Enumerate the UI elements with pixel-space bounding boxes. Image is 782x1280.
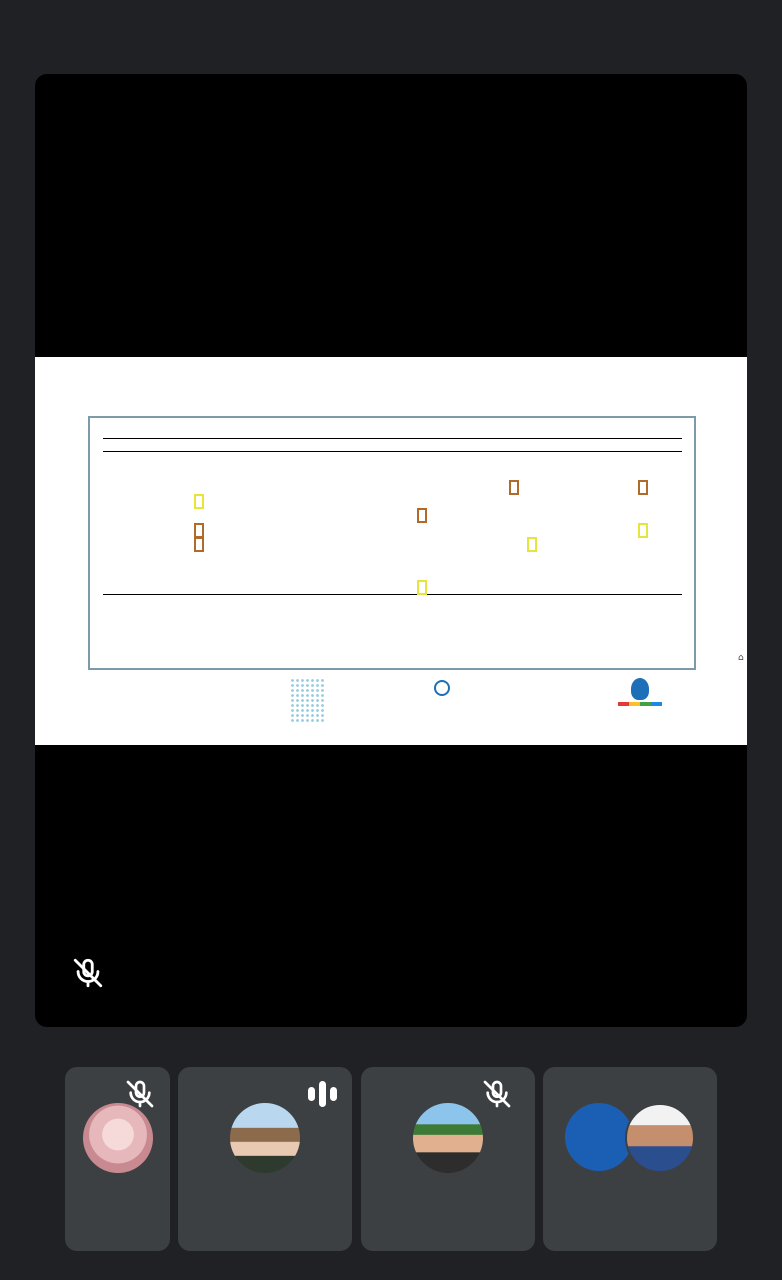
avatar-initial (565, 1103, 633, 1171)
table-cell (429, 552, 461, 566)
table-cell (103, 480, 175, 494)
table-cell (318, 466, 350, 480)
table-cell (429, 494, 461, 508)
table-cell (286, 480, 318, 494)
table-cell (539, 466, 571, 480)
table-cell (318, 494, 350, 508)
col-header (349, 439, 460, 452)
table-cell (223, 552, 255, 566)
table-cell (650, 480, 682, 494)
cell-value (529, 539, 535, 550)
table-cell (429, 452, 461, 466)
slide-logos (35, 670, 747, 745)
table-cell (460, 566, 539, 580)
table-header-row (103, 439, 682, 452)
table-cell (254, 580, 286, 594)
table-row (103, 537, 682, 551)
table-row (103, 509, 682, 523)
table-cell (175, 580, 223, 594)
table-body (103, 452, 682, 595)
table-cell (460, 537, 539, 551)
mouse-cursor-icon: ⌂ (738, 653, 744, 663)
table-cell (650, 552, 682, 566)
dots-graphic (290, 678, 326, 722)
table-cell (175, 523, 223, 537)
table-cell (539, 537, 571, 551)
table-row (103, 552, 682, 566)
table-cell (254, 523, 286, 537)
table-cell (286, 494, 318, 508)
table-row (103, 580, 682, 594)
mic-off-icon (481, 1077, 513, 1111)
table-cell (175, 509, 223, 523)
table-cell (103, 494, 175, 508)
col-header (571, 439, 682, 452)
unijui-logo (618, 678, 662, 730)
table-cell (539, 566, 571, 580)
table-cell (175, 566, 223, 580)
table-cell (429, 509, 461, 523)
table-cell (254, 566, 286, 580)
table-cell (175, 466, 223, 480)
cell-value (419, 582, 425, 593)
cell-value (640, 482, 646, 493)
table-cell (349, 580, 428, 594)
table-cell (286, 580, 318, 594)
participant-tile-more[interactable] (543, 1067, 717, 1251)
mic-off-icon (71, 954, 105, 992)
table-cell (254, 466, 286, 480)
table-cell (349, 452, 428, 466)
table-cell (318, 537, 350, 551)
table-row (103, 466, 682, 480)
ods-logo (403, 680, 481, 697)
table-cell (103, 509, 175, 523)
table-cell (223, 494, 255, 508)
table-cell (460, 523, 539, 537)
globe-icon (434, 680, 450, 696)
table-cell (460, 509, 539, 523)
cell-value (640, 525, 646, 536)
table-cell (429, 537, 461, 551)
table-cell (349, 566, 428, 580)
table-cell (103, 523, 175, 537)
col-header (103, 439, 175, 452)
table-cell (650, 580, 682, 594)
unijui-symbol-icon (631, 678, 649, 700)
table-cell (175, 452, 223, 466)
table-cell (460, 552, 539, 566)
table-cell (286, 552, 318, 566)
table-cell (571, 509, 650, 523)
shared-slide (35, 357, 747, 745)
participant-tile-you[interactable] (65, 1067, 170, 1251)
avatar (230, 1103, 300, 1173)
table-cell (223, 537, 255, 551)
table-cell (539, 452, 571, 466)
highlighted-pair (511, 482, 517, 493)
table-cell (175, 537, 223, 551)
table-cell (349, 480, 428, 494)
table-cell (429, 480, 461, 494)
table-cell (286, 523, 318, 537)
salao-conhecimento-logo (105, 676, 325, 742)
cell-value (196, 496, 202, 507)
table-cell (286, 566, 318, 580)
table-cell (571, 523, 650, 537)
table-cell (103, 466, 175, 480)
col-header (223, 439, 286, 452)
color-bar (618, 702, 662, 706)
table-cell (460, 480, 571, 494)
table-cell (223, 452, 255, 466)
avatar (625, 1103, 695, 1173)
table-cell (223, 466, 255, 480)
table-cell (460, 580, 539, 594)
table-cell (650, 566, 682, 580)
table-cell (571, 552, 650, 566)
table-cell (223, 480, 255, 494)
table-cell (349, 552, 428, 566)
table-cell (539, 552, 571, 566)
table-cell (254, 537, 286, 551)
table-cell (103, 580, 175, 594)
participant-tile-cristhian[interactable] (361, 1067, 535, 1251)
results-table (103, 438, 682, 595)
table-cell (650, 466, 682, 480)
table-row (103, 566, 682, 580)
table-cell (460, 494, 539, 508)
avatar (83, 1103, 153, 1173)
table-row (103, 523, 682, 537)
table-cell (318, 566, 350, 580)
col-header (175, 439, 223, 452)
table-cell (349, 494, 428, 508)
table-cell (571, 566, 650, 580)
table-cell (103, 552, 175, 566)
main-video-stage[interactable] (35, 74, 747, 1027)
table-cell (318, 452, 350, 466)
table-cell (429, 523, 461, 537)
col-header (286, 439, 349, 452)
table-cell (349, 466, 428, 480)
table-row (103, 494, 682, 508)
table-cell (286, 452, 318, 466)
table-cell (571, 480, 650, 494)
table-cell (650, 537, 682, 551)
table-cell (103, 566, 175, 580)
table-cell (349, 537, 428, 551)
table-cell (286, 466, 318, 480)
cell-value (419, 510, 425, 521)
table-cell (254, 509, 286, 523)
table-row (103, 480, 682, 494)
table-cell (223, 566, 255, 580)
avatar (413, 1103, 483, 1173)
table-cell (460, 466, 539, 480)
cell-value (196, 539, 202, 550)
table-cell (175, 552, 223, 566)
table-cell (539, 523, 571, 537)
cell-value (196, 525, 202, 536)
table-cell (318, 509, 350, 523)
table-cell (223, 523, 255, 537)
results-table-box (88, 416, 696, 670)
table-cell (539, 509, 571, 523)
table-cell (254, 452, 286, 466)
table-cell (650, 494, 682, 508)
table-cell (571, 452, 650, 466)
table-cell (429, 466, 461, 480)
table-cell (650, 523, 682, 537)
table-row (103, 452, 682, 466)
table-cell (539, 580, 571, 594)
table-cell (103, 537, 175, 551)
table-cell (571, 580, 650, 594)
table-cell (349, 509, 428, 523)
table-cell (286, 537, 318, 551)
col-header (460, 439, 571, 452)
table-cell (571, 466, 650, 480)
table-cell (103, 452, 175, 466)
table-cell (318, 523, 350, 537)
table-cell (175, 480, 223, 494)
table-cell (429, 566, 461, 580)
speaking-indicator-icon (306, 1081, 340, 1107)
participant-tile-anderson[interactable] (178, 1067, 352, 1251)
table-cell (223, 509, 255, 523)
table-cell (460, 452, 539, 466)
table-cell (539, 494, 571, 508)
table-cell (650, 509, 682, 523)
table-cell (571, 494, 650, 508)
table-cell (349, 523, 428, 537)
table-cell (223, 580, 255, 594)
table-cell (650, 452, 682, 466)
table-cell (318, 480, 350, 494)
speaker-name-overlay (35, 897, 747, 1027)
table-cell (318, 552, 350, 566)
table-cell (429, 580, 461, 594)
table-cell (175, 494, 223, 508)
table-cell (254, 494, 286, 508)
table-cell (254, 552, 286, 566)
table-cell (318, 580, 350, 594)
table-cell (571, 537, 650, 551)
table-cell (254, 480, 286, 494)
table-cell (286, 509, 318, 523)
